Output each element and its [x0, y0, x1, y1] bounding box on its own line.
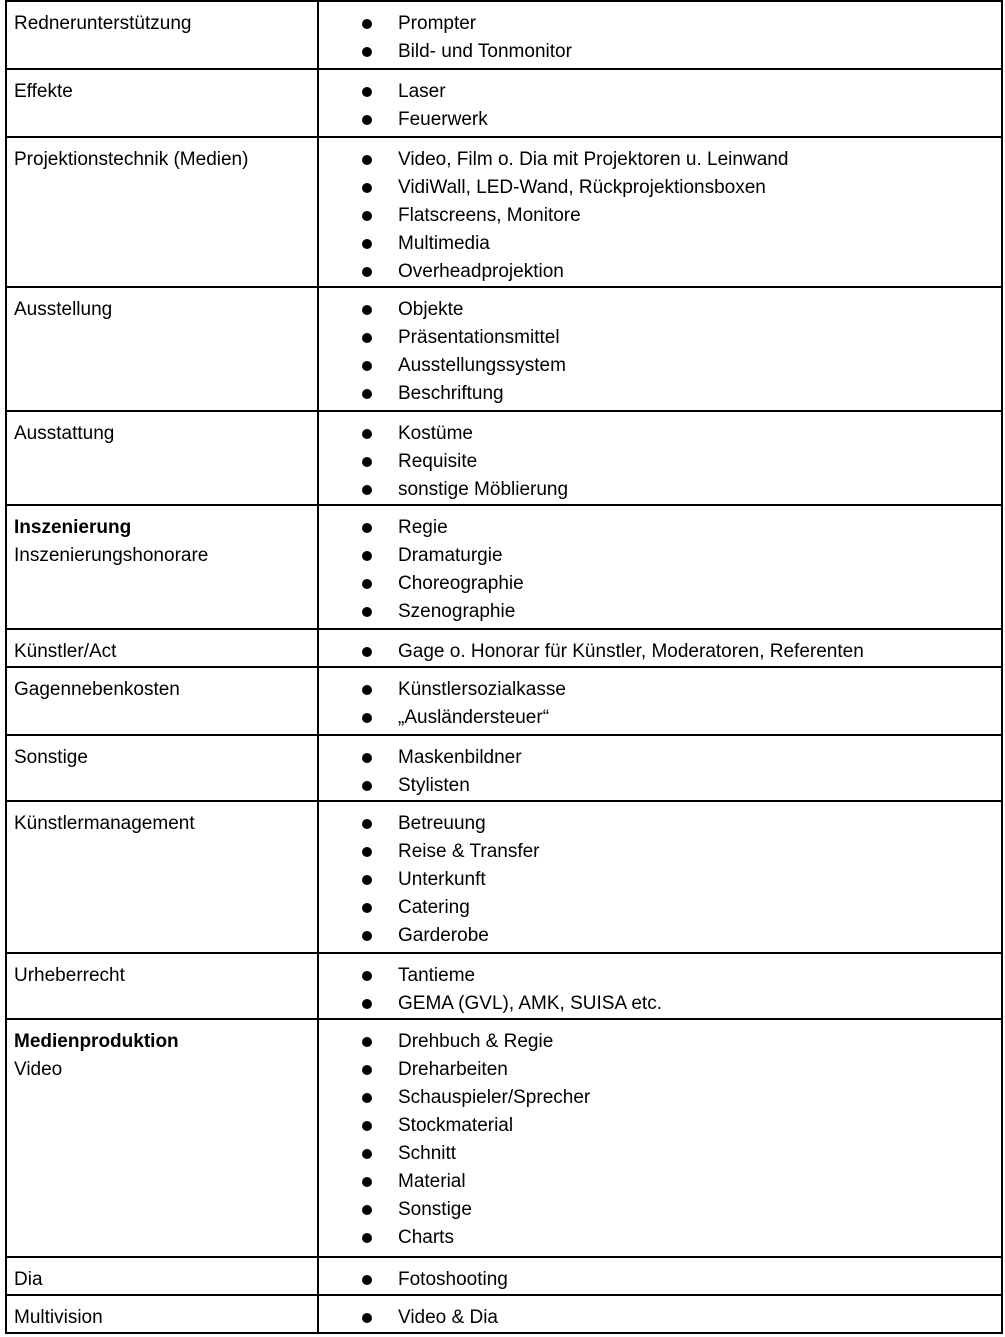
list-item-text: Gage o. Honorar für Künstler, Moderatoren, Referenten	[398, 641, 864, 662]
list-item	[319, 894, 1001, 922]
bullet-icon	[362, 267, 372, 277]
bullet-icon	[362, 361, 372, 371]
list-item	[319, 638, 1001, 666]
bullet-icon	[362, 847, 372, 857]
list-item	[319, 990, 1001, 1018]
category-cell	[6, 953, 318, 1019]
list-item	[319, 744, 1001, 772]
list-item	[319, 10, 1001, 38]
bullet-list	[319, 146, 1001, 286]
list-item-text: Künstlersozialkasse	[398, 679, 566, 700]
list-item-text: Prompter	[398, 13, 477, 34]
list-item	[319, 1112, 1001, 1140]
table-row	[6, 69, 1002, 137]
category-cell	[6, 1257, 318, 1295]
bullet-list	[319, 1304, 1001, 1332]
bullet-list	[319, 296, 1001, 408]
list-item	[319, 476, 1001, 504]
bullet-icon	[362, 47, 372, 57]
bullet-icon	[362, 875, 372, 885]
table-row	[6, 1257, 1002, 1295]
category-heading: Medienproduktion	[14, 1031, 179, 1052]
list-item	[319, 1168, 1001, 1196]
list-item	[319, 420, 1001, 448]
list-item-text: Video & Dia	[398, 1307, 498, 1328]
bullet-icon	[362, 183, 372, 193]
list-item-text: Szenographie	[398, 601, 516, 622]
category-label: Urheberrecht	[14, 965, 125, 986]
bullet-icon	[362, 903, 372, 913]
list-item	[319, 380, 1001, 408]
bullet-list	[319, 420, 1001, 504]
list-item-text: GEMA (GVL), AMK, SUISA etc.	[398, 993, 662, 1014]
category-label: Rednerunterstützung	[14, 13, 192, 34]
bullet-icon	[362, 551, 372, 561]
category-label: Multivision	[14, 1307, 103, 1328]
category-label: Projektionstechnik (Medien)	[14, 149, 249, 170]
items-cell	[318, 629, 1002, 667]
bullet-list	[319, 638, 1001, 666]
list-item-text: sonstige Möblierung	[398, 479, 569, 500]
bullet-list	[319, 1266, 1001, 1294]
list-item	[319, 704, 1001, 732]
list-item-text: Maskenbildner	[398, 747, 522, 768]
bullet-icon	[362, 429, 372, 439]
bullet-icon	[362, 1093, 372, 1103]
table-row	[6, 411, 1002, 505]
items-cell	[318, 735, 1002, 801]
list-item	[319, 202, 1001, 230]
bullet-icon	[362, 1065, 372, 1075]
bullet-list	[319, 514, 1001, 626]
list-item-text: Flatscreens, Monitore	[398, 205, 581, 226]
items-cell	[318, 137, 1002, 287]
category-label: Gagennebenkosten	[14, 679, 180, 700]
list-item-text: Kostüme	[398, 423, 473, 444]
bullet-icon	[362, 1233, 372, 1243]
category-label: Inszenierungshonorare	[14, 545, 209, 566]
list-item-text: Ausstellungssystem	[398, 355, 566, 376]
list-item	[319, 106, 1001, 134]
category-label: Dia	[14, 1269, 43, 1290]
bullet-icon	[362, 999, 372, 1009]
table-row	[6, 1019, 1002, 1257]
list-item-text: Sonstige	[398, 1199, 472, 1220]
list-item-text: VidiWall, LED-Wand, Rückprojektionsboxen	[398, 177, 766, 198]
category-label: Video	[14, 1059, 63, 1080]
list-item	[319, 810, 1001, 838]
list-item	[319, 1056, 1001, 1084]
table-row	[6, 1, 1002, 69]
category-cell	[6, 667, 318, 735]
items-cell	[318, 1257, 1002, 1295]
list-item	[319, 146, 1001, 174]
list-item	[319, 866, 1001, 894]
category-label: Künstlermanagement	[14, 813, 195, 834]
list-item-text: Catering	[398, 897, 470, 918]
list-item	[319, 1266, 1001, 1294]
list-item-text: Schauspieler/Sprecher	[398, 1087, 591, 1108]
category-cell	[6, 1295, 318, 1333]
list-item-text: Tantieme	[398, 965, 476, 986]
list-item	[319, 676, 1001, 704]
table-row	[6, 287, 1002, 411]
category-heading: Inszenierung	[14, 517, 132, 538]
bullet-list	[319, 962, 1001, 1018]
items-cell	[318, 953, 1002, 1019]
bullet-icon	[362, 1149, 372, 1159]
list-item	[319, 1140, 1001, 1168]
list-item-text: Stylisten	[398, 775, 470, 796]
table-row	[6, 137, 1002, 287]
list-item-text: Präsentationsmittel	[398, 327, 560, 348]
bullet-icon	[362, 19, 372, 29]
list-item-text: Overheadprojektion	[398, 261, 564, 282]
items-cell	[318, 1295, 1002, 1333]
list-item-text: Regie	[398, 517, 448, 538]
bullet-icon	[362, 1275, 372, 1285]
bullet-icon	[362, 1037, 372, 1047]
category-cell	[6, 287, 318, 411]
bullet-list	[319, 744, 1001, 800]
bullet-icon	[362, 685, 372, 695]
list-item-text: Fotoshooting	[398, 1269, 508, 1290]
items-cell	[318, 1019, 1002, 1257]
list-item	[319, 174, 1001, 202]
table-row	[6, 667, 1002, 735]
list-item	[319, 78, 1001, 106]
table-body	[6, 1, 1002, 1333]
list-item-text: Schnitt	[398, 1143, 457, 1164]
bullet-icon	[362, 819, 372, 829]
list-item	[319, 1304, 1001, 1332]
category-label: Ausstattung	[14, 423, 115, 444]
category-cell	[6, 505, 318, 629]
list-item	[319, 38, 1001, 66]
items-cell	[318, 505, 1002, 629]
bullet-icon	[362, 1205, 372, 1215]
bullet-icon	[362, 211, 372, 221]
list-item-text: Multimedia	[398, 233, 490, 254]
list-item-text: Dramaturgie	[398, 545, 503, 566]
list-item	[319, 448, 1001, 476]
list-item	[319, 296, 1001, 324]
cost-category-table	[5, 0, 1003, 1334]
bullet-icon	[362, 1177, 372, 1187]
bullet-icon	[362, 971, 372, 981]
list-item-text: Objekte	[398, 299, 464, 320]
list-item-text: Bild- und Tonmonitor	[398, 41, 572, 62]
bullet-icon	[362, 115, 372, 125]
bullet-icon	[362, 155, 372, 165]
category-label: Effekte	[14, 81, 73, 102]
bullet-icon	[362, 305, 372, 315]
items-cell	[318, 69, 1002, 137]
bullet-list	[319, 676, 1001, 732]
bullet-icon	[362, 485, 372, 495]
list-item	[319, 922, 1001, 950]
list-item-text: Laser	[398, 81, 446, 102]
category-cell	[6, 137, 318, 287]
table-row	[6, 629, 1002, 667]
items-cell	[318, 287, 1002, 411]
category-cell	[6, 629, 318, 667]
items-cell	[318, 1, 1002, 69]
list-item-text: Betreuung	[398, 813, 486, 834]
bullet-icon	[362, 1313, 372, 1323]
list-item	[319, 772, 1001, 800]
list-item-text: Beschriftung	[398, 383, 504, 404]
table-row	[6, 953, 1002, 1019]
bullet-icon	[362, 389, 372, 399]
table-row	[6, 735, 1002, 801]
list-item-text: Video, Film o. Dia mit Projektoren u. Leinwand	[398, 149, 789, 170]
bullet-icon	[362, 523, 372, 533]
list-item	[319, 514, 1001, 542]
items-cell	[318, 411, 1002, 505]
list-item	[319, 1224, 1001, 1252]
bullet-icon	[362, 1121, 372, 1131]
category-cell	[6, 69, 318, 137]
list-item	[319, 352, 1001, 380]
items-cell	[318, 667, 1002, 735]
bullet-list	[319, 78, 1001, 134]
list-item-text: Charts	[398, 1227, 454, 1248]
bullet-list	[319, 810, 1001, 950]
list-item-text: Feuerwerk	[398, 109, 488, 130]
category-cell	[6, 801, 318, 953]
list-item-text: Stockmaterial	[398, 1115, 514, 1136]
table-row	[6, 505, 1002, 629]
list-item	[319, 598, 1001, 626]
bullet-list	[319, 1028, 1001, 1252]
list-item	[319, 542, 1001, 570]
items-cell	[318, 801, 1002, 953]
list-item-text: Material	[398, 1171, 466, 1192]
list-item-text: Garderobe	[398, 925, 489, 946]
list-item-text: Choreographie	[398, 573, 524, 594]
list-item	[319, 230, 1001, 258]
bullet-icon	[362, 607, 372, 617]
category-cell	[6, 411, 318, 505]
list-item	[319, 570, 1001, 598]
category-label: Künstler/Act	[14, 641, 117, 662]
bullet-icon	[362, 333, 372, 343]
list-item-text: Drehbuch & Regie	[398, 1031, 554, 1052]
category-cell	[6, 735, 318, 801]
bullet-icon	[362, 239, 372, 249]
list-item	[319, 1084, 1001, 1112]
bullet-icon	[362, 579, 372, 589]
list-item-text: Reise & Transfer	[398, 841, 540, 862]
list-item	[319, 838, 1001, 866]
bullet-icon	[362, 931, 372, 941]
list-item	[319, 258, 1001, 286]
list-item	[319, 324, 1001, 352]
category-label: Sonstige	[14, 747, 88, 768]
table-row	[6, 1295, 1002, 1333]
category-cell	[6, 1, 318, 69]
bullet-icon	[362, 713, 372, 723]
list-item-text: „Ausländersteuer“	[398, 707, 550, 728]
list-item	[319, 962, 1001, 990]
bullet-icon	[362, 87, 372, 97]
bullet-icon	[362, 781, 372, 791]
list-item	[319, 1196, 1001, 1224]
bullet-icon	[362, 647, 372, 657]
list-item-text: Unterkunft	[398, 869, 486, 890]
bullet-icon	[362, 753, 372, 763]
list-item	[319, 1028, 1001, 1056]
bullet-icon	[362, 457, 372, 467]
table-row	[6, 801, 1002, 953]
list-item-text: Dreharbeiten	[398, 1059, 508, 1080]
list-item-text: Requisite	[398, 451, 478, 472]
category-cell	[6, 1019, 318, 1257]
category-label: Ausstellung	[14, 299, 113, 320]
bullet-list	[319, 10, 1001, 66]
